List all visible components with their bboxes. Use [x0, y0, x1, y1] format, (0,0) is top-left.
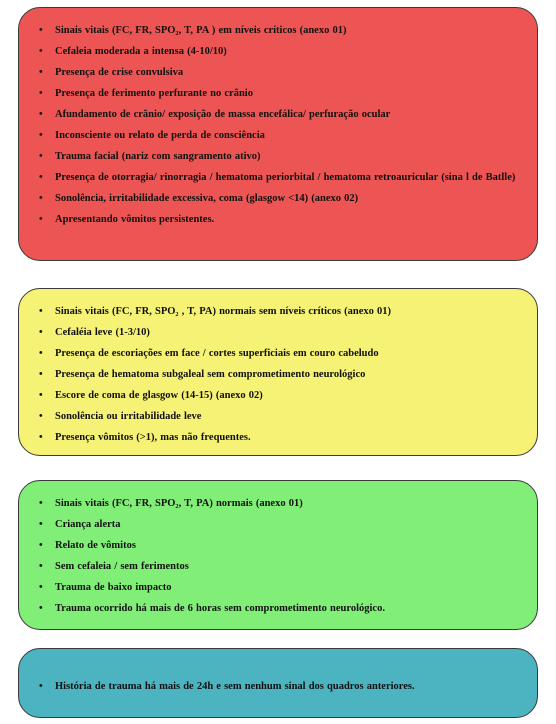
criteria-text: Criança alerta: [55, 519, 121, 530]
list-item: [37, 410, 519, 423]
list-item: [37, 326, 519, 339]
list-item: [37, 518, 519, 531]
bullet-icon: •: [39, 411, 43, 422]
blue-criteria-list: [19, 649, 537, 693]
list-item: [37, 305, 519, 318]
bullet-icon: •: [39, 193, 43, 204]
criteria-text: Presença de escoriações em face / cortes superficiais em couro cabeludo: [55, 348, 379, 359]
red-criteria-list: [19, 8, 537, 226]
list-item: [37, 45, 519, 58]
list-item: [37, 129, 519, 142]
list-item: [37, 560, 519, 573]
criteria-text: Escore de coma de glasgow (14-15) (anexo 02): [55, 390, 263, 401]
list-item: [37, 150, 519, 163]
bullet-icon: •: [39, 172, 43, 183]
bullet-icon: •: [39, 582, 43, 593]
list-item: [37, 192, 519, 205]
list-item: [37, 368, 519, 381]
criteria-text: Presença de ferimento perfurante no crânio: [55, 88, 253, 99]
bullet-icon: •: [39, 25, 43, 36]
criteria-text: Sinais vitais (FC, FR, SPO₂, T, PA ) em níveis críticos (anexo 01): [55, 25, 347, 36]
blue-box-nonurgent: [18, 648, 538, 718]
list-item: [37, 347, 519, 360]
bullet-icon: •: [39, 46, 43, 57]
yellow-criteria-list: [19, 289, 537, 444]
list-item: [37, 171, 519, 184]
bullet-icon: •: [39, 348, 43, 359]
bullet-icon: •: [39, 109, 43, 120]
list-item: [37, 66, 519, 79]
green-box-mild: [18, 480, 538, 630]
yellow-box-moderate: [18, 288, 538, 456]
criteria-text: Presença de otorragia/ rinorragia / hematoma periorbital / hematoma retroauricular (sina l de Batlle): [55, 172, 516, 183]
list-item: [37, 602, 519, 615]
list-item: [37, 539, 519, 552]
criteria-text: Afundamento de crânio/ exposição de massa encefálica/ perfuração ocular: [55, 109, 391, 120]
bullet-icon: •: [39, 390, 43, 401]
criteria-text: Presença vômitos (>1), mas não frequentes.: [55, 432, 251, 443]
bullet-icon: •: [39, 432, 43, 443]
bullet-icon: •: [39, 130, 43, 141]
list-item: [37, 431, 519, 444]
bullet-icon: •: [39, 306, 43, 317]
red-box-critical: [18, 7, 538, 261]
criteria-text: Cefaleia moderada a intensa (4-10/10): [55, 46, 227, 57]
criteria-text: Sonolência, irritabilidade excessiva, coma (glasgow <14) (anexo 02): [55, 193, 359, 204]
bullet-icon: •: [39, 67, 43, 78]
bullet-icon: •: [39, 214, 43, 225]
criteria-text: Sinais vitais (FC, FR, SPO₂, T, PA) normais (anexo 01): [55, 498, 303, 509]
list-item: [37, 213, 519, 226]
bullet-icon: •: [39, 327, 43, 338]
criteria-text: Relato de vômitos: [55, 540, 136, 551]
criteria-text: Inconsciente ou relato de perda de consciência: [55, 130, 265, 141]
bullet-icon: •: [39, 681, 43, 692]
list-item: [37, 24, 519, 37]
bullet-icon: •: [39, 540, 43, 551]
criteria-text: Trauma de baixo impacto: [55, 582, 172, 593]
criteria-text: Presença de crise convulsiva: [55, 67, 184, 78]
list-item: [37, 389, 519, 402]
list-item: [37, 497, 519, 510]
criteria-text: Sem cefaleia / sem ferimentos: [55, 561, 189, 572]
list-item: [37, 680, 519, 693]
criteria-text: Trauma ocorrido há mais de 6 horas sem comprometimento neurológico.: [55, 603, 385, 614]
bullet-icon: •: [39, 369, 43, 380]
list-item: [37, 108, 519, 121]
criteria-text: História de trauma há mais de 24h e sem nenhum sinal dos quadros anteriores.: [55, 681, 415, 692]
list-item: [37, 581, 519, 594]
green-criteria-list: [19, 481, 537, 615]
bullet-icon: •: [39, 561, 43, 572]
bullet-icon: •: [39, 603, 43, 614]
bullet-icon: •: [39, 498, 43, 509]
criteria-text: Sonolência ou irritabilidade leve: [55, 411, 202, 422]
criteria-text: Sinais vitais (FC, FR, SPO₂ , T, PA) normais sem níveis críticos (anexo 01): [55, 306, 392, 317]
bullet-icon: •: [39, 88, 43, 99]
criteria-text: Trauma facial (nariz com sangramento ativo): [55, 151, 261, 162]
criteria-text: Presença de hematoma subgaleal sem comprometimento neurológico: [55, 369, 366, 380]
bullet-icon: •: [39, 519, 43, 530]
criteria-text: Cefaléia leve (1-3/10): [55, 327, 150, 338]
list-item: [37, 87, 519, 100]
bullet-icon: •: [39, 151, 43, 162]
criteria-text: Apresentando vômitos persistentes.: [55, 214, 215, 225]
